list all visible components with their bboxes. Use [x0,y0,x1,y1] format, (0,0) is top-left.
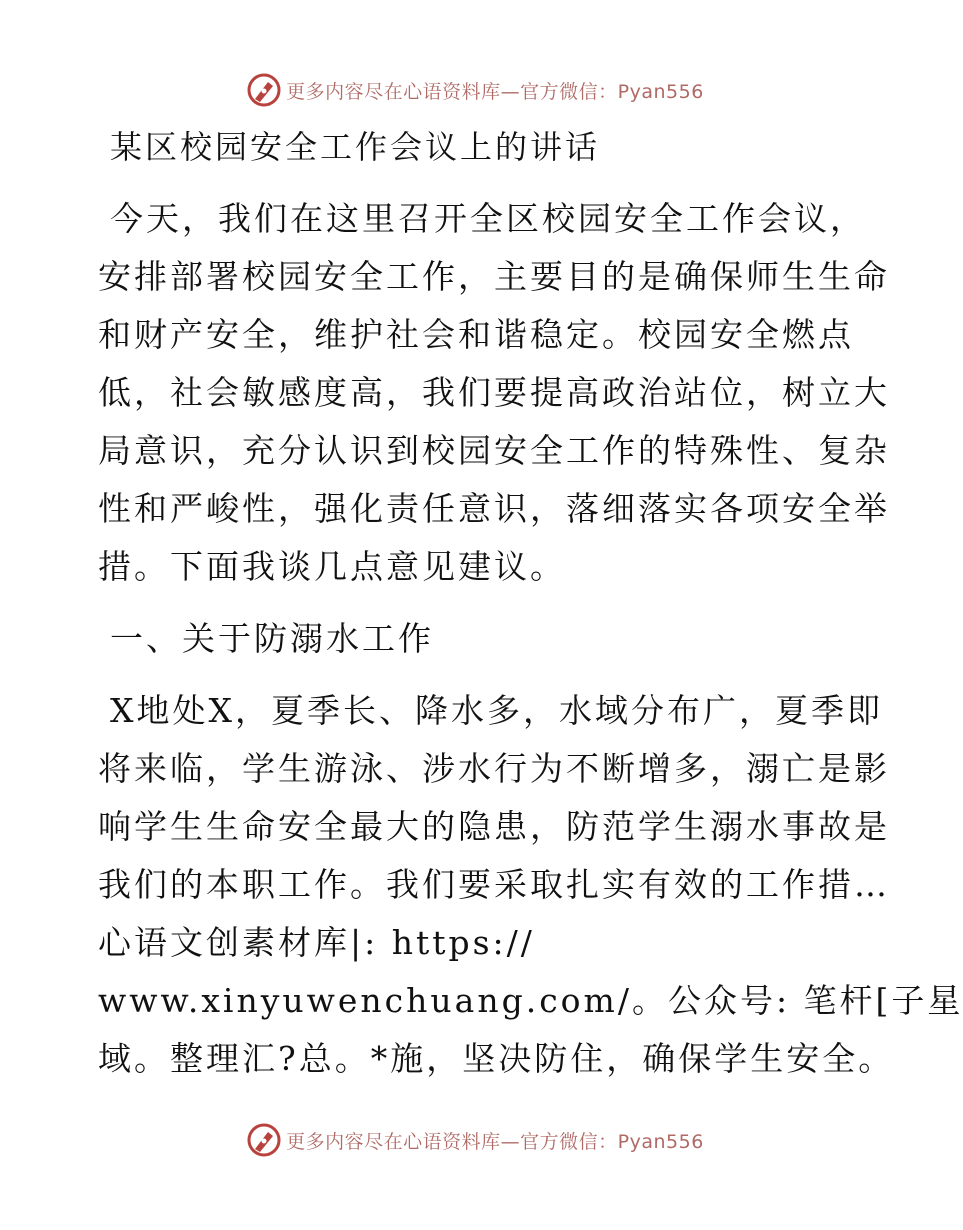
text-line: X地处X，夏季长、降水多，水域分布广，夏季即 [110,691,883,730]
text-line: 响学生生命安全最大的隐患，防范学生溺水事故是 [98,807,890,846]
text-line: 局意识，充分认识到校园安全工作的特殊性、复杂 [98,431,890,470]
section-heading: 一、关于防溺水工作 [110,619,434,658]
header-watermark [0,70,950,110]
text-line: 今天，我们在这里召开全区校园安全工作会议， [110,199,866,238]
text-line: 措。下面我谈几点意见建议。 [98,547,566,586]
document-body [98,118,963,1088]
text-line: 低，社会敏感度高，我们要提高政治站位，树立大 [98,373,890,412]
paragraph-1 [98,190,890,596]
text-line: 将来临，学生游泳、涉水行为不断增多，溺亡是影 [98,749,890,788]
text-line: 域。整理汇?总。*施，坚决防住，确保学生安全。 [98,1039,895,1078]
footer-watermark [0,1120,950,1160]
watermark-text: 更多内容尽在心语资料库—官方微信：Pyan556 [286,1130,704,1153]
pen-circle-logo-icon [246,72,282,108]
text-line: 性和严峻性，强化责任意识，落细落实各项安全举 [98,489,890,528]
watermark-text: 更多内容尽在心语资料库—官方微信：Pyan556 [286,80,704,103]
document-title: 某区校园安全工作会议上的讲话 [110,128,601,166]
text-line: 我们的本职工作。我们要采取扎实有效的工作措… [98,865,890,904]
text-line: 和财产安全，维护社会和谐稳定。校园安全燃点 [98,315,854,354]
text-line: www.xinyuwenchuang.com/。公众号: 笔杆[子星 [98,981,963,1020]
paragraph-2 [98,682,963,1088]
text-line: 安排部署校园安全工作，主要目的是确保师生生命 [98,257,890,296]
pen-circle-logo-icon [246,1122,282,1158]
text-line: 心语文创素材库|: https:// [98,923,535,962]
